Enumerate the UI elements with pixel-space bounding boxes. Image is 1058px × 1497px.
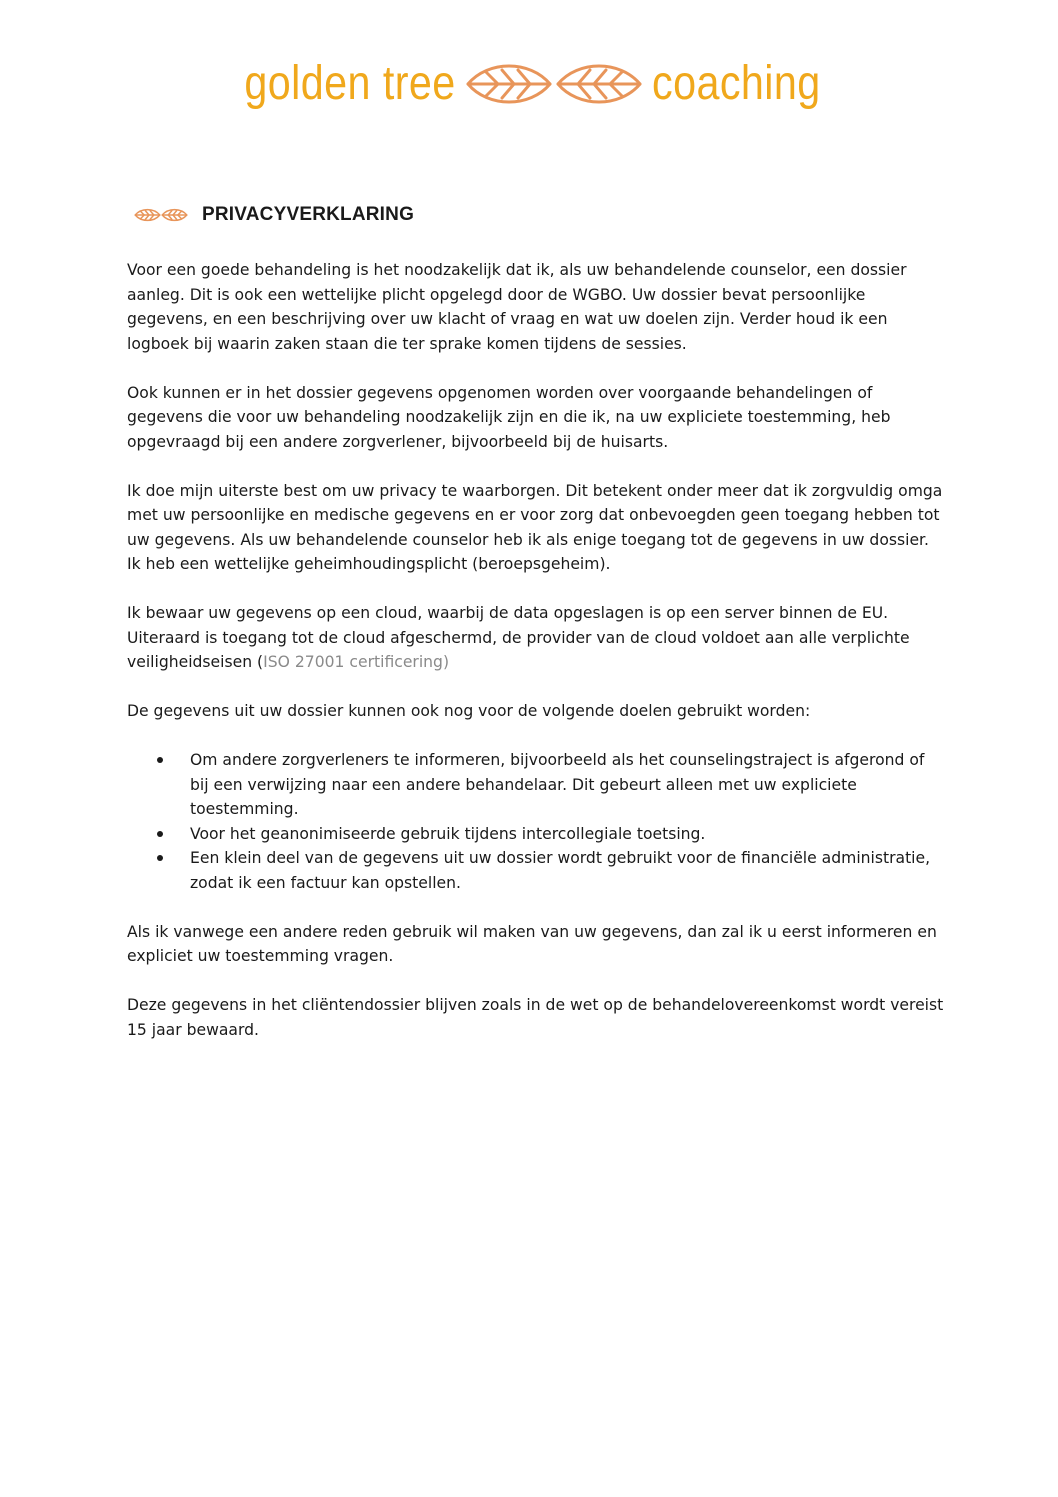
paragraph-other-use: Als ik vanwege een andere reden gebruik wil maken van uw gegevens, dan zal ik u eerst informeren en expliciet uw toestemming vragen. [127,922,937,965]
paragraph-dossier: Voor een goede behandeling is het noodzakelijk dat ik, als uw behandelende counselor, een dossier aanleg. Dit is ook een wettelijke plicht opgelegd door de WGBO. Uw dossier bevat persoonlijke gegevens, en een beschrijving over uw klacht of vraag en wat uw doelen zijn. Verder houd ik een logboek bij waarin zaken staan die ter sprake komen tijdens de sessies. [127,261,907,353]
paragraph-previous-treatments: Ook kunnen er in het dossier gegevens opgenomen worden over voorgaande behandelingen of gegevens die voor uw behandeling noodzakelijk zijn en die ik, na uw expliciete toestemming, heb opgevraagd bij een andere zorgverlener, bijvoorbeeld bij de huisarts. [127,383,891,451]
paragraph-cloud-storage [127,601,947,675]
list-item-text: Een klein deel van de gegevens uit uw dossier wordt gebruikt voor de financiële administratie, zodat ik een factuur kan opstellen. [190,849,931,892]
logo-text-left: golden tree [244,57,456,110]
list-item [190,822,947,847]
iso-certification-link[interactable]: ISO 27001 certificering) [263,653,450,671]
purposes-list [127,748,947,895]
paragraph-purposes-intro: De gegevens uit uw dossier kunnen ook nog voor de volgende doelen gebruikt worden: [127,702,811,720]
bullet-icon [157,855,163,861]
page-title: PRIVACYVERKLARING [202,204,415,225]
brand-logo [0,58,1058,110]
list-item-text: Voor het geanonimiseerde gebruik tijdens intercollegiale toetsing. [190,824,706,843]
bullet-icon [157,757,163,763]
document-body [127,258,947,1067]
paragraph-retention: Deze gegevens in het cliëntendossier blijven zoals in de wet op de behandelovereenkomst wordt vereist 15 jaar bewaard. [127,996,944,1039]
paragraph-privacy: Ik doe mijn uiterste best om uw privacy te waarborgen. Dit betekent onder meer dat ik zorgvuldig omga met uw persoonlijke en medische gegevens en er voor zorg dat onbevoegden geen toegang hebben tot uw gegevens. Als uw behandelende counselor heb ik als enige toegang tot de gegevens in uw dossier. Ik heb een wettelijke geheimhoudingsplicht (beroepsgeheim). [127,481,943,573]
bullet-icon [157,831,163,837]
cloud-storage-text: Ik bewaar uw gegevens op een cloud, waarbij de data opgeslagen is op een server binnen de EU. Uiteraard is toegang tot de cloud afgeschermd, de provider van de cloud voldoet aan alle verplichte veiligheidseisen ( [127,604,910,671]
leaf-pair-icon [464,58,644,110]
leaf-pair-icon [134,206,188,224]
list-item [190,846,947,895]
list-item-text: Om andere zorgverleners te informeren, bijvoorbeeld als het counselingstraject is afgerond of bij een verwijzing naar een andere behandelaar. Dit gebeurt alleen met uw expliciete toestemming. [190,751,925,818]
logo-text-right: coaching [651,57,821,110]
section-heading [134,204,414,226]
list-item [190,748,947,822]
